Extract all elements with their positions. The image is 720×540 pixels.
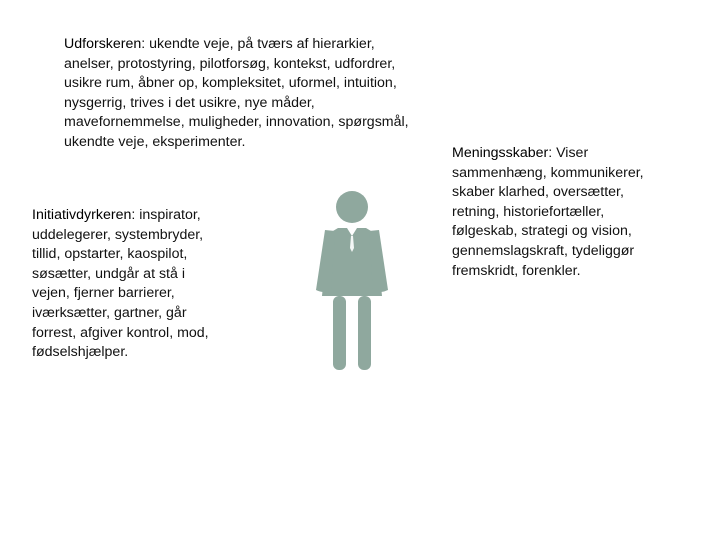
initiativdyrkeren-heading: Initiativdyrkeren [32,207,132,223]
meningsskaber-text [452,144,702,281]
udforskeren-text [64,35,484,153]
initiativdyrkeren-text [32,206,262,363]
meningsskaber-body: : Viser sammenhæng, kommunikerer, skaber klarhed, oversætter, retning, historiefortæller, følgeskab, strategi og vision, gennemslagskraft, tydeliggør fremskridt, forenkler. [452,145,644,279]
female-person-icon [300,186,404,372]
udforskeren-heading: Udforskeren [64,36,142,52]
udforskeren-body: : ukendte veje, på tværs af hierarkier, anelser, protostyring, pilotforsøg, kontekst, udfordrer, usikre rum, åbner op, kompleksitet, uformel, intuition, nysgerrig, trives i det usikre, nye måder, mavefornemmelse, muligheder, innovation, spørgsmål, ukendte veje, eksperimenter. [64,36,409,150]
initiativdyrkeren-body: : inspirator, uddelegerer, systembryder, tillid, opstarter, kaospilot, søsætter, undgår at stå i vejen, fjerner barrierer, iværksætter, gartner, går forrest, afgiver kontrol, mod, fødselshjælper. [32,207,209,361]
figure-shape [316,191,388,370]
meningsskaber-heading: Meningsskaber [452,145,549,161]
